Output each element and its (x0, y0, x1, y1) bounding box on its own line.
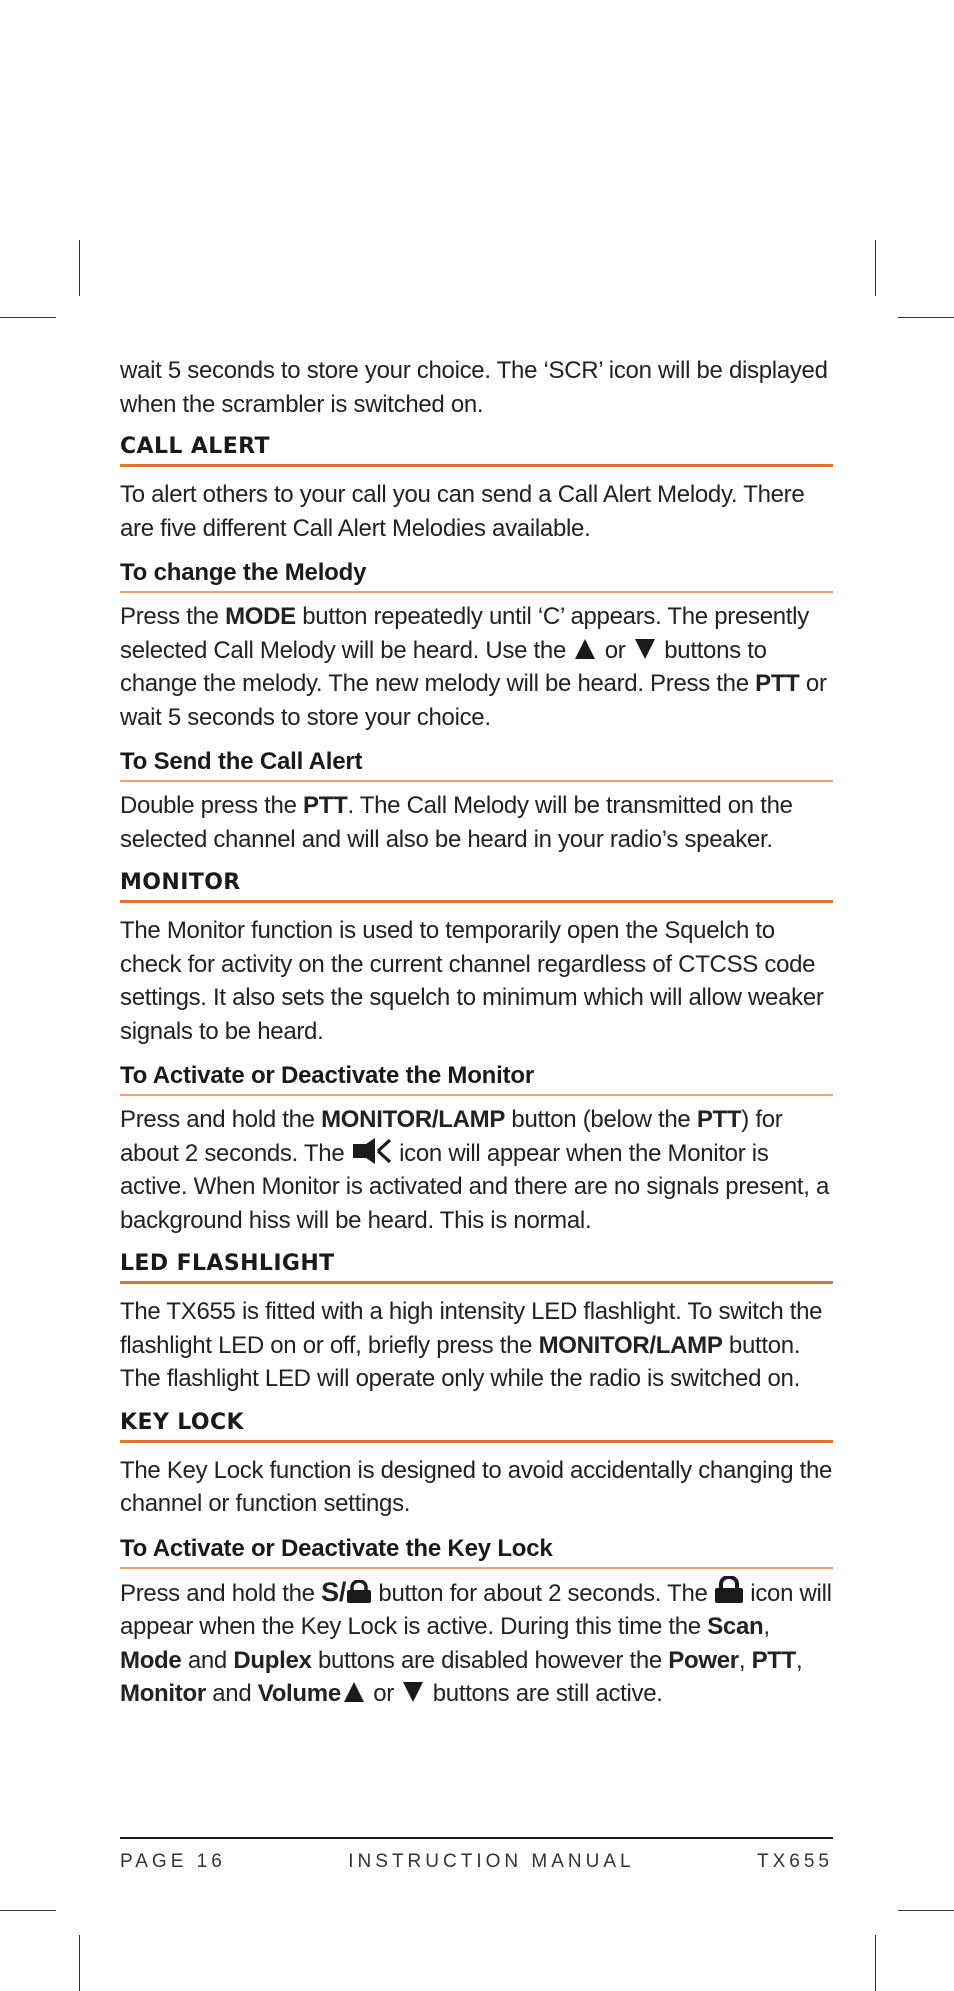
text-run: or wait 5 seconds to store your choice. (120, 670, 827, 731)
text-run: icon will appear when the Monitor is active. When Monitor is activated and there are no signals present, a background hiss will be heard. This is normal. (120, 1139, 830, 1234)
ptt-button-label: PTT (755, 670, 800, 697)
text-run: Double press the (120, 792, 304, 819)
text-run: , (738, 1646, 752, 1674)
flashlight-paragraph (120, 1295, 833, 1396)
call-alert-intro: To alert others to your call you can send a Call Alert Melody. There are five different Call Alert Melodies available. (120, 481, 805, 542)
ptt-button-label: PTT (696, 1106, 742, 1133)
section-heading-key-lock (120, 1410, 833, 1443)
crop-mark-bottom-left-vertical (79, 1935, 80, 1991)
monitor-intro: The Monitor function is used to temporarily open the Squelch to check for activity on the current channel regardless of CTCSS code settings. It also sets the squelch to minimum which will allow weaker signals to be heard. (120, 917, 824, 1045)
text-run: ) for about 2 seconds. The (120, 1106, 783, 1167)
subheading-activate-key-lock (120, 1535, 833, 1569)
key-lock-intro: The Key Lock function is designed to avoid accidentally changing the channel or function settings. (120, 1456, 833, 1517)
triangle-down-icon (403, 1682, 423, 1702)
text-run: button for about 2 seconds. The (372, 1579, 714, 1607)
text-run: and (205, 1680, 258, 1707)
text-run: The TX655 is fitted with a high intensity LED flashlight. To switch the flashlight LED on or off, briefly press the (120, 1298, 823, 1359)
speaker-icon (353, 1137, 391, 1165)
subheading-send-call-alert-label: To Send the Call Alert (120, 748, 363, 775)
subheading-change-melody (120, 559, 833, 593)
scan-key-label: S/ (321, 1576, 347, 1607)
crop-mark-top-left-vertical (79, 240, 80, 296)
mode-button-label: Mode (120, 1646, 182, 1674)
activate-monitor-paragraph (120, 1103, 833, 1237)
crop-mark-top-right-vertical (875, 240, 876, 296)
ptt-button-label: PTT (751, 1646, 796, 1674)
footer-row (120, 1839, 833, 1873)
text-run: button (below the (505, 1106, 697, 1133)
page-footer (120, 1837, 833, 1873)
footer-model: TX655 (757, 1851, 833, 1872)
duplex-button-label: Duplex (233, 1646, 312, 1674)
subheading-activate-monitor-label: To Activate or Deactivate the Monitor (120, 1062, 535, 1089)
section-heading-led-flashlight (120, 1251, 833, 1284)
crop-mark-bottom-left-horizontal (0, 1910, 56, 1911)
text-run: Press and hold the (120, 1106, 322, 1133)
crop-mark-top-left-horizontal (0, 317, 56, 318)
volume-button-label: Volume (257, 1680, 341, 1707)
activate-key-lock-paragraph (120, 1576, 833, 1711)
ptt-button-label: PTT (303, 792, 348, 819)
section-heading-call-alert-label: CALL ALERT (120, 434, 270, 459)
text-run: buttons are disabled however the (311, 1646, 669, 1674)
text-run: button repeatedly until ‘C’ appears. The presently selected Call Melody will be heard. Use the (120, 603, 809, 664)
intro-paragraph: wait 5 seconds to store your choice. The ‘SCR’ icon will be displayed when the scrambler is switched on. (120, 357, 828, 418)
monitor-lamp-button-label: MONITOR/LAMP (538, 1331, 723, 1359)
padlock-icon (714, 1576, 744, 1604)
text-run: or (366, 1680, 401, 1707)
text-run: buttons to change the melody. The new melody will be heard. Press the (120, 636, 767, 697)
triangle-up-icon (344, 1682, 364, 1702)
text-run: Press the (120, 603, 226, 630)
power-button-label: Power (668, 1646, 739, 1674)
section-heading-call-alert (120, 434, 833, 467)
mode-button-label: MODE (225, 603, 296, 630)
text-run: . The Call Melody will be transmitted on the selected channel and will also be heard in your radio’s speaker. (120, 792, 793, 853)
text-run: button. The flashlight LED will operate only while the radio is switched on. (120, 1331, 801, 1392)
subheading-change-melody-label: To change the Melody (120, 559, 367, 586)
subheading-send-call-alert (120, 748, 833, 782)
triangle-down-icon (635, 639, 655, 659)
crop-mark-bottom-right-horizontal (898, 1910, 954, 1911)
section-heading-key-lock-label: KEY LOCK (120, 1409, 244, 1435)
text-run: buttons are still active. (426, 1680, 663, 1707)
section-heading-led-flashlight-label: LED FLASHLIGHT (120, 1251, 335, 1276)
monitor-lamp-button-label: MONITOR/LAMP (321, 1106, 506, 1133)
scan-button-label: Scan (707, 1613, 764, 1640)
text-run: icon will appear when the Key Lock is active. During this time the (120, 1579, 832, 1640)
crop-mark-top-right-horizontal (898, 317, 954, 318)
crop-mark-bottom-right-vertical (875, 1935, 876, 1991)
subheading-activate-key-lock-label: To Activate or Deactivate the Key Lock (120, 1534, 553, 1562)
text-run: and (181, 1646, 234, 1674)
text-run: or (598, 636, 632, 664)
monitor-button-label: Monitor (120, 1680, 206, 1707)
text-run: , (796, 1646, 803, 1674)
page-content (120, 354, 833, 1711)
text-run: Press and hold the (120, 1579, 322, 1607)
footer-document-title: INSTRUCTION MANUAL (348, 1851, 635, 1872)
footer-page-number: PAGE 16 (120, 1851, 226, 1872)
padlock-icon (346, 1580, 372, 1604)
text-run: , (763, 1613, 770, 1640)
change-melody-paragraph (120, 600, 833, 734)
triangle-up-icon (575, 639, 595, 659)
send-call-alert-paragraph (120, 789, 833, 856)
section-heading-monitor-label: MONITOR (120, 870, 241, 895)
subheading-activate-monitor (120, 1062, 833, 1096)
section-heading-monitor (120, 870, 833, 903)
